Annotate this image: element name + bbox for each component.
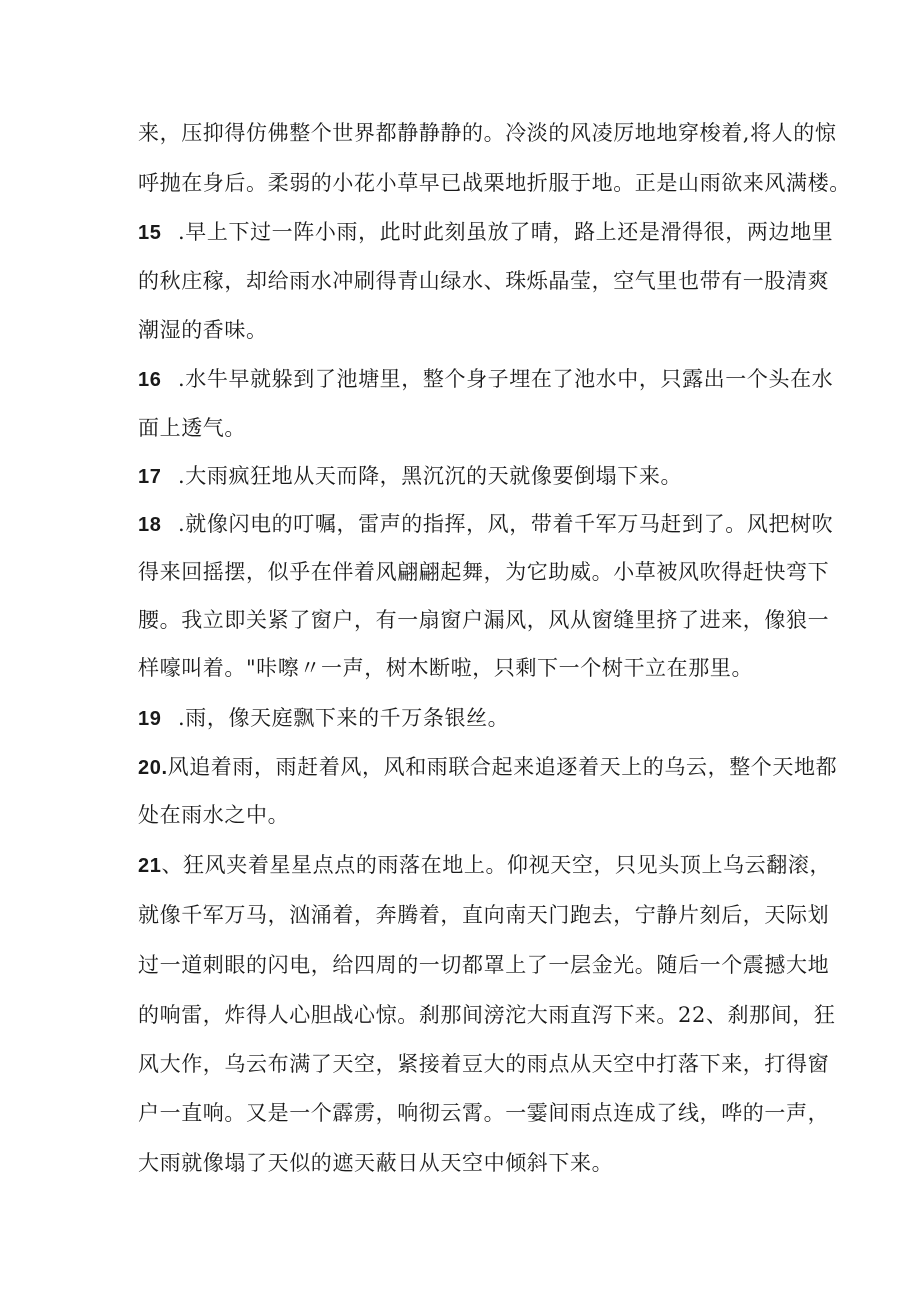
text-line: 潮湿的香味。: [138, 318, 268, 342]
numbered-item-20: 20.风追着雨，雨赶着风，风和雨联合起来追逐着天上的乌云，整个天地都: [138, 752, 837, 783]
text-line: 面上透气。: [138, 416, 246, 440]
numbered-item-19: 19 .雨，像天庭飘下来的千万条银丝。: [138, 703, 509, 734]
text-line: 风大作，乌云布满了天空，紧接着豆大的雨点从天空中打落下来，打得窗: [138, 1052, 830, 1076]
text-line: 呼抛在身后。柔弱的小花小草早已战栗地折服于地。正是山雨欲来风满楼。: [138, 171, 851, 195]
text-line: 的秋庄稼，却给雨水冲刷得青山绿水、珠烁晶莹，空气里也带有一股清爽: [138, 269, 830, 293]
item-number: 18: [138, 514, 162, 536]
text-line: 得来回摇摆，似乎在伴着风翩翩起舞，为它助威。小草被风吹得赶快弯下: [138, 560, 830, 584]
item-number: 20.: [138, 757, 168, 779]
item-number: 19: [138, 708, 162, 730]
text-line: 就像千军万马，汹涌着，奔腾着，直向南天门跑去，宁静片刻后，天际划: [138, 903, 830, 927]
numbered-item-17: 17 .大雨疯狂地从天而降，黑沉沉的天就像要倒塌下来。: [138, 461, 682, 492]
text-line: 户一直响。又是一个霹雳，响彻云霄。一霎间雨点连成了线，哗的一声，: [138, 1101, 830, 1125]
text-line: 的响雷，炸得人心胆战心惊。刹那间滂沱大雨直泻下来。22、刹那间，狂: [138, 1003, 836, 1027]
numbered-item-18: 18 .就像闪电的叮嘱，雷声的指挥，风，带着千军万马赶到了。风把树吹: [138, 509, 833, 540]
numbered-item-21: 21、狂风夹着星星点点的雨落在地上。仰视天空，只见头顶上乌云翻滚，: [138, 850, 831, 881]
text-line: 大雨就像塌了天似的遮天蔽日从天空中倾斜下来。: [138, 1151, 614, 1175]
item-number: 17: [138, 466, 162, 488]
item-number: 16: [138, 369, 162, 391]
item-number: 21: [138, 855, 162, 877]
text-line: 过一道刺眼的闪电，给四周的一切都罩上了一层金光。随后一个震撼大地: [138, 953, 830, 977]
text-line: 样嚎叫着。"咔嚓〃一声，树木断啦，只剩下一个树干立在那里。: [138, 656, 754, 680]
text-line: 处在雨水之中。: [138, 803, 290, 827]
text-line: 腰。我立即关紧了窗户，有一扇窗户漏风，风从窗缝里挤了进来，像狼一: [138, 608, 830, 632]
numbered-item-15: 15 .早上下过一阵小雨，此时此刻虽放了晴，路上还是滑得很，两边地里: [138, 217, 833, 248]
numbered-item-16: 16 .水牛早就躲到了池塘里，整个身子埋在了池水中，只露出一个头在水: [138, 364, 833, 395]
item-number: 15: [138, 222, 162, 244]
text-line: 来，压抑得仿佛整个世界都静静静的。冷淡的风凌厉地地穿梭着,将人的惊: [138, 121, 837, 145]
